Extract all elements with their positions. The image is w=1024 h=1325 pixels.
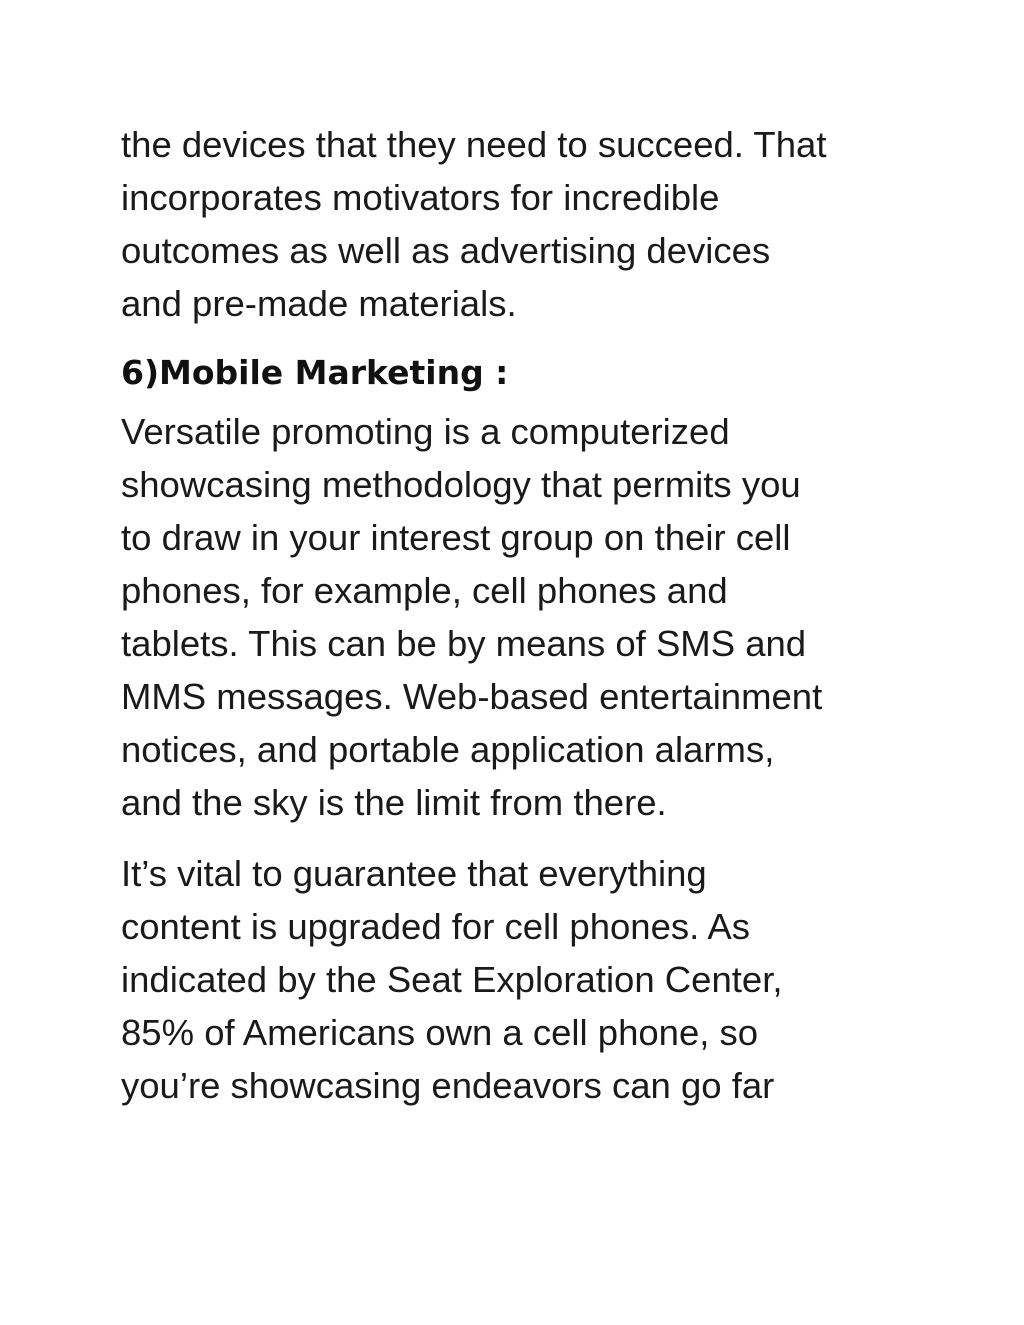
text-line: showcasing methodology that permits you — [121, 464, 801, 505]
text-line: to draw in your interest group on their cell — [121, 517, 791, 558]
text-line: It’s vital to guarantee that everything — [121, 853, 707, 894]
text-line: you’re showcasing endeavors can go far — [121, 1065, 775, 1106]
text-line: phones, for example, cell phones and — [121, 570, 728, 611]
text-line: 85% of Americans own a cell phone, so — [121, 1012, 759, 1053]
text-line: indicated by the Seat Exploration Center, — [121, 959, 783, 1000]
document-body — [121, 118, 921, 1112]
text-line: MMS messages. Web-based entertainment — [121, 676, 823, 717]
intro-paragraph — [121, 118, 921, 330]
text-line: outcomes as well as advertising devices — [121, 230, 771, 271]
text-line: and pre-made materials. — [121, 283, 517, 324]
text-line: tablets. This can be by means of SMS and — [121, 623, 807, 664]
text-line: incorporates motivators for incredible — [121, 177, 720, 218]
text-line: notices, and portable application alarms, — [121, 729, 775, 770]
cell-phone-paragraph — [121, 847, 921, 1112]
text-line: content is upgraded for cell phones. As — [121, 906, 751, 947]
mobile-marketing-paragraph — [121, 405, 921, 829]
text-line: the devices that they need to succeed. That — [121, 124, 827, 165]
text-line: and the sky is the limit from there. — [121, 782, 667, 823]
section-heading: 6)Mobile Marketing : — [121, 353, 509, 392]
text-line: Versatile promoting is a computerized — [121, 411, 730, 452]
